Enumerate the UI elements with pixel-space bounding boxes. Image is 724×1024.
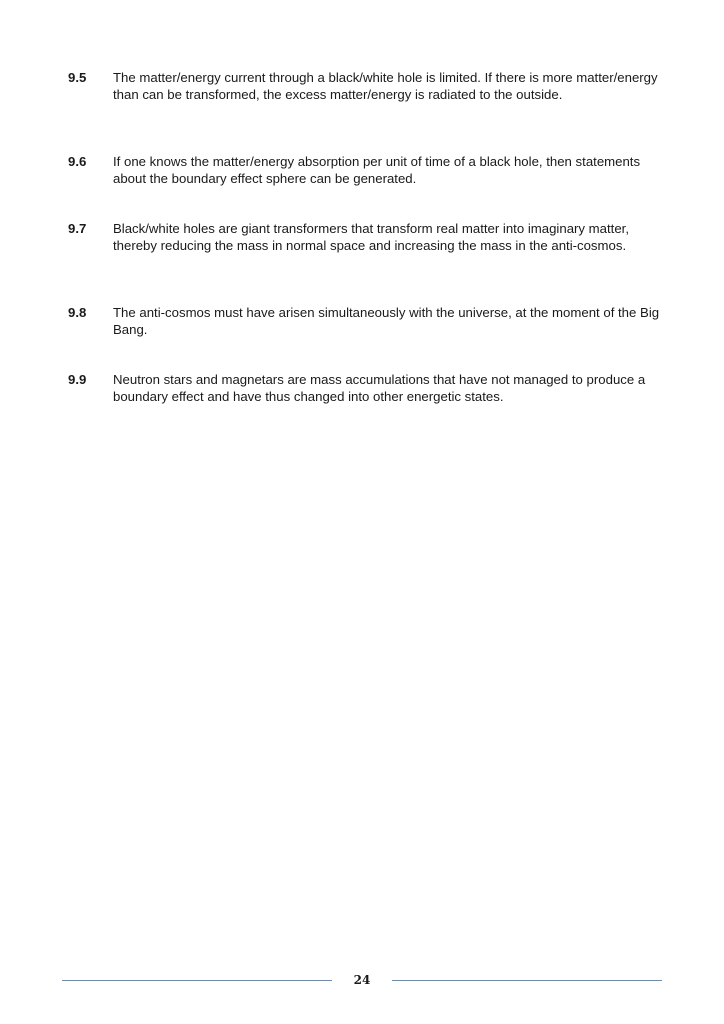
section-9-7	[68, 220, 668, 254]
section-number: 9.7	[68, 221, 87, 236]
section-9-9	[68, 371, 668, 405]
section-9-6	[68, 153, 668, 187]
section-number: 9.5	[68, 70, 87, 85]
section-number: 9.9	[68, 372, 87, 387]
section-number: 9.6	[68, 154, 87, 169]
section-text: The matter/energy current through a black/white hole is limited. If there is more matter/energy than can be transformed, the excess matter/energy is radiated to the outside.	[113, 70, 658, 102]
section-text: If one knows the matter/energy absorption per unit of time of a black hole, then statements about the boundary effect sphere can be generated.	[113, 154, 641, 186]
section-9-8	[68, 304, 668, 338]
section-9-5	[68, 69, 668, 103]
footer-rule-left	[62, 980, 332, 981]
footer-rule-right	[392, 980, 662, 981]
section-text: The anti-cosmos must have arisen simultaneously with the universe, at the moment of the Big Bang.	[113, 305, 660, 337]
section-number: 9.8	[68, 305, 87, 320]
section-text: Neutron stars and magnetars are mass accumulations that have not managed to produce a boundary effect and have thus changed into other energetic states.	[113, 372, 646, 404]
section-text: Black/white holes are giant transformers that transform real matter into imaginary matter, thereby reducing the mass in normal space and increasing the mass in the anti-cosmos.	[113, 221, 629, 253]
page-number: 24	[353, 973, 371, 987]
